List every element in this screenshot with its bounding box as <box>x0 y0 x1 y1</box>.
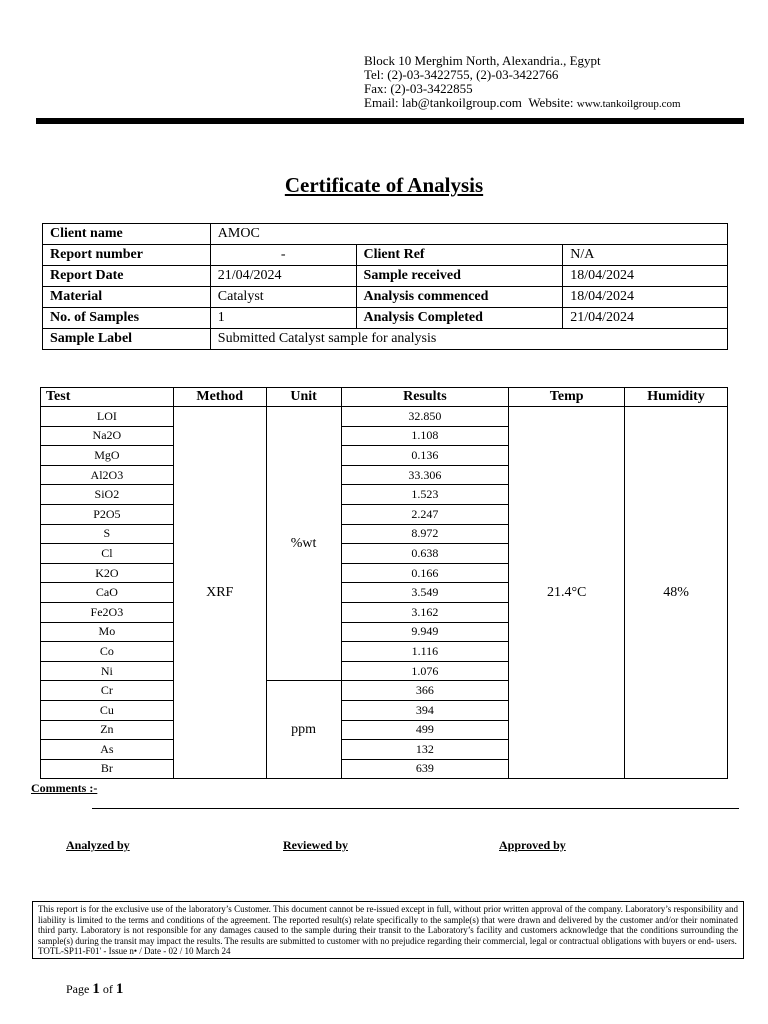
unit-ppm-cell: ppm <box>266 681 341 779</box>
website: www.tankoilgroup.com <box>576 98 681 110</box>
comments-line <box>92 808 739 809</box>
results-header-row <box>41 388 728 407</box>
header-divider <box>36 118 744 124</box>
result-value: 1.108 <box>341 426 509 446</box>
page-of: of <box>102 982 113 996</box>
header-unit: Unit <box>266 388 341 407</box>
test-name: MgO <box>41 446 174 466</box>
results-table <box>40 387 728 779</box>
sample-received-value: 18/04/2024 <box>563 266 728 287</box>
contact-line <box>364 96 681 111</box>
client-name-label: Client name <box>43 224 211 245</box>
client-ref-label: Client Ref <box>356 245 563 266</box>
analysis-commenced-value: 18/04/2024 <box>563 287 728 308</box>
info-row <box>43 224 728 245</box>
test-name: P2O5 <box>41 504 174 524</box>
reviewed-by-label: Reviewed by <box>283 838 348 852</box>
result-value: 9.949 <box>341 622 509 642</box>
sample-received-label: Sample received <box>356 266 563 287</box>
page-label: Page <box>66 982 90 996</box>
method-cell: XRF <box>173 407 266 779</box>
test-name: K2O <box>41 563 174 583</box>
result-value: 1.076 <box>341 661 509 681</box>
document-code: TOTL-SP11-F01' - Issue n• / Date - 02 / 10 March 24 <box>38 946 231 957</box>
test-name: Cu <box>41 700 174 720</box>
result-value: 0.166 <box>341 563 509 583</box>
sample-label-label: Sample Label <box>43 329 211 350</box>
analysis-commenced-label: Analysis commenced <box>356 287 563 308</box>
results-body <box>41 407 728 779</box>
test-name: Na2O <box>41 426 174 446</box>
analyzed-by-label: Analyzed by <box>66 838 130 852</box>
telephone: Tel: (2)-03-3422755, (2)-03-3422766 <box>364 67 559 82</box>
report-number-label: Report number <box>43 245 211 266</box>
unit-wt-cell: %wt <box>266 407 341 681</box>
client-ref-value: N/A <box>563 245 728 266</box>
info-row <box>43 287 728 308</box>
test-name: Cl <box>41 544 174 564</box>
result-value: 33.306 <box>341 465 509 485</box>
result-value: 8.972 <box>341 524 509 544</box>
info-row <box>43 266 728 287</box>
test-name: As <box>41 740 174 760</box>
info-row <box>43 245 728 266</box>
address: Block 10 Merghim North, Alexandria., Egypt <box>364 53 601 68</box>
header-humidity: Humidity <box>625 388 728 407</box>
test-name: Fe2O3 <box>41 602 174 622</box>
humidity-cell: 48% <box>625 407 728 779</box>
client-info-table <box>42 223 728 350</box>
samples-label: No. of Samples <box>43 308 211 329</box>
result-value: 394 <box>341 700 509 720</box>
client-name-value: AMOC <box>210 224 727 245</box>
fax: Fax: (2)-03-3422855 <box>364 81 473 96</box>
test-name: Zn <box>41 720 174 740</box>
test-name: LOI <box>41 407 174 427</box>
comments-label: Comments :- <box>31 781 98 795</box>
test-name: SiO2 <box>41 485 174 505</box>
material-value: Catalyst <box>210 287 356 308</box>
table-row <box>41 407 728 427</box>
header-results: Results <box>341 388 509 407</box>
info-row <box>43 329 728 350</box>
result-value: 0.638 <box>341 544 509 564</box>
header-temp: Temp <box>509 388 625 407</box>
report-number-value: - <box>210 245 356 266</box>
test-name: Al2O3 <box>41 465 174 485</box>
result-value: 499 <box>341 720 509 740</box>
page-number <box>66 981 123 998</box>
result-value: 639 <box>341 759 509 779</box>
temp-cell: 21.4°C <box>509 407 625 779</box>
analysis-completed-value: 21/04/2024 <box>563 308 728 329</box>
disclaimer-box <box>32 901 744 959</box>
disclaimer-text: This report is for the exclusive use of the laboratory’s Customer. This document cannot be re-issued except in full, without prior written approval of the company. Laboratory’s responsibility and liability is limited to the terms and conditions of the agreement. The reported result(s) relate specifically to the sample(s) that were drawn and delivered by the customer and/or their nominated third party. Laboratory is not responsible for any damages caused to the sample during their transit to the Laboratory’s facility and customers acknowledge that the conditions surrounding the sample(s) during the transit may impact the results. The results are submitted to customer with no prejudice regarding their commercial, legal or contractual obligations with buyers or end- users. <box>38 904 738 946</box>
email: Email: lab@tankoilgroup.com <box>364 95 522 110</box>
test-name: Mo <box>41 622 174 642</box>
result-value: 132 <box>341 740 509 760</box>
result-value: 2.247 <box>341 504 509 524</box>
result-value: 366 <box>341 681 509 701</box>
test-name: S <box>41 524 174 544</box>
info-row <box>43 308 728 329</box>
approved-by-label: Approved by <box>499 838 566 852</box>
report-date-label: Report Date <box>43 266 211 287</box>
test-name: Br <box>41 759 174 779</box>
samples-value: 1 <box>210 308 356 329</box>
company-header <box>364 54 681 111</box>
page-total: 1 <box>115 981 124 997</box>
test-name: Cr <box>41 681 174 701</box>
sample-label-value: Submitted Catalyst sample for analysis <box>210 329 727 350</box>
test-name: Co <box>41 642 174 662</box>
result-value: 1.523 <box>341 485 509 505</box>
header-method: Method <box>173 388 266 407</box>
analysis-completed-label: Analysis Completed <box>356 308 563 329</box>
material-label: Material <box>43 287 211 308</box>
document-title: Certificate of Analysis <box>284 173 484 197</box>
test-name: CaO <box>41 583 174 603</box>
result-value: 3.549 <box>341 583 509 603</box>
report-date-value: 21/04/2024 <box>210 266 356 287</box>
page-current: 1 <box>92 981 100 997</box>
header-test: Test <box>41 388 174 407</box>
website-label: Website: <box>528 95 574 110</box>
result-value: 1.116 <box>341 642 509 662</box>
result-value: 3.162 <box>341 602 509 622</box>
result-value: 0.136 <box>341 446 509 466</box>
result-value: 32.850 <box>341 407 509 427</box>
test-name: Ni <box>41 661 174 681</box>
